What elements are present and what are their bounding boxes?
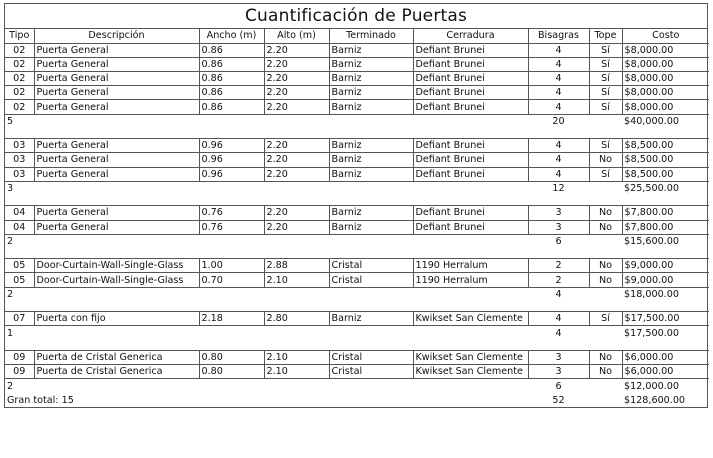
group-subtotal-row	[5, 287, 709, 301]
cell-costo: $8,500.00	[622, 167, 709, 181]
cell-costo: $17,500.00	[622, 312, 709, 326]
cell-bisagras: 4	[528, 312, 589, 326]
cell-terminado: Barniz	[329, 100, 413, 114]
col-header-terminado[interactable]: Terminado	[329, 29, 413, 43]
subtotal-spacer	[589, 379, 622, 393]
cell-ancho: 1.00	[199, 259, 264, 273]
cell-ancho: 0.86	[199, 100, 264, 114]
subtotal-spacer	[589, 326, 622, 340]
group-subtotal-row	[5, 379, 709, 393]
cell-tope: Sí	[589, 139, 622, 153]
cell-bisagras: 4	[528, 86, 589, 100]
cell-alto: 2.20	[264, 100, 329, 114]
table-row[interactable]	[5, 139, 709, 153]
spacer-cell	[5, 195, 709, 205]
cell-costo: $8,000.00	[622, 43, 709, 57]
group-spacer-row	[5, 195, 709, 205]
cell-cerradura: Defiant Brunei	[413, 57, 528, 71]
cell-cerradura: Defiant Brunei	[413, 220, 528, 234]
cell-alto: 2.20	[264, 57, 329, 71]
cell-tipo: 02	[5, 72, 34, 86]
cell-alto: 2.20	[264, 206, 329, 220]
cell-tipo: 03	[5, 153, 34, 167]
cell-descripcion: Puerta de Cristal Generica	[34, 365, 199, 379]
subtotal-spacer	[589, 287, 622, 301]
cell-costo: $7,800.00	[622, 220, 709, 234]
cell-cerradura: Defiant Brunei	[413, 167, 528, 181]
cell-tope: Sí	[589, 167, 622, 181]
cell-descripcion: Puerta General	[34, 72, 199, 86]
cell-bisagras: 4	[528, 100, 589, 114]
door-schedule	[4, 3, 708, 408]
subtotal-spacer	[589, 114, 622, 128]
cell-descripcion: Puerta General	[34, 139, 199, 153]
subtotal-bisagras: 20	[552, 115, 565, 127]
table-row[interactable]	[5, 86, 709, 100]
cell-bisagras: 3	[528, 206, 589, 220]
cell-costo: $8,000.00	[622, 100, 709, 114]
schedule-table	[5, 29, 709, 407]
cell-alto: 2.20	[264, 153, 329, 167]
table-row[interactable]	[5, 100, 709, 114]
cell-bisagras: 3	[528, 220, 589, 234]
cell-alto: 2.10	[264, 365, 329, 379]
cell-tipo: 04	[5, 206, 34, 220]
spacer-cell	[5, 248, 709, 258]
cell-cerradura: 1190 Herralum	[413, 259, 528, 273]
subtotal-bisagras: 4	[555, 289, 562, 301]
subtotal-spacer	[589, 234, 622, 248]
cell-terminado: Cristal	[329, 259, 413, 273]
cell-ancho: 0.96	[199, 167, 264, 181]
cell-terminado: Barniz	[329, 86, 413, 100]
group-subtotal-row	[5, 234, 709, 248]
cell-alto: 2.10	[264, 273, 329, 287]
cell-ancho: 0.86	[199, 57, 264, 71]
cell-cerradura: Kwikset San Clemente	[413, 365, 528, 379]
table-row[interactable]	[5, 312, 709, 326]
cell-ancho: 0.86	[199, 43, 264, 57]
col-header-ancho[interactable]: Ancho (m)	[199, 29, 264, 43]
cell-descripcion: Puerta General	[34, 153, 199, 167]
spacer-cell	[5, 128, 709, 138]
cell-tipo: 02	[5, 57, 34, 71]
cell-cerradura: Kwikset San Clemente	[413, 312, 528, 326]
cell-bisagras: 3	[528, 365, 589, 379]
cell-terminado: Cristal	[329, 351, 413, 365]
cell-ancho: 0.70	[199, 273, 264, 287]
table-row[interactable]	[5, 273, 709, 287]
cell-descripcion: Puerta General	[34, 206, 199, 220]
table-row[interactable]	[5, 153, 709, 167]
table-row[interactable]	[5, 351, 709, 365]
cell-alto: 2.20	[264, 139, 329, 153]
cell-alto: 2.20	[264, 43, 329, 57]
col-header-alto[interactable]: Alto (m)	[264, 29, 329, 43]
cell-costo: $8,500.00	[622, 139, 709, 153]
table-row[interactable]	[5, 43, 709, 57]
cell-costo: $9,000.00	[622, 259, 709, 273]
cell-ancho: 0.80	[199, 351, 264, 365]
subtotal-costo: $25,500.00	[624, 183, 679, 195]
cell-terminado: Barniz	[329, 206, 413, 220]
cell-bisagras: 3	[528, 351, 589, 365]
table-row[interactable]	[5, 72, 709, 86]
spacer-cell	[5, 301, 709, 311]
cell-tipo: 02	[5, 43, 34, 57]
group-spacer-row	[5, 128, 709, 138]
cell-tope: No	[589, 206, 622, 220]
cell-descripcion: Puerta General	[34, 57, 199, 71]
group-spacer-row	[5, 340, 709, 350]
cell-tipo: 05	[5, 273, 34, 287]
cell-terminado: Barniz	[329, 72, 413, 86]
cell-terminado: Barniz	[329, 57, 413, 71]
grand-total-bisagras: 52	[552, 394, 565, 406]
cell-costo: $9,000.00	[622, 273, 709, 287]
subtotal-count: 2	[7, 236, 14, 248]
subtotal-spacer	[589, 181, 622, 195]
cell-terminado: Barniz	[329, 43, 413, 57]
cell-cerradura: Defiant Brunei	[413, 206, 528, 220]
table-row[interactable]	[5, 259, 709, 273]
cell-cerradura: 1190 Herralum	[413, 273, 528, 287]
cell-alto: 2.20	[264, 167, 329, 181]
subtotal-bisagras: 4	[555, 327, 562, 339]
cell-costo: $8,500.00	[622, 153, 709, 167]
cell-descripcion: Puerta General	[34, 167, 199, 181]
cell-terminado: Barniz	[329, 153, 413, 167]
group-subtotal-row	[5, 181, 709, 195]
cell-bisagras: 2	[528, 273, 589, 287]
cell-terminado: Barniz	[329, 139, 413, 153]
cell-tipo: 04	[5, 220, 34, 234]
cell-tope: Sí	[589, 72, 622, 86]
cell-tope: No	[589, 220, 622, 234]
cell-ancho: 0.86	[199, 86, 264, 100]
group-spacer-row	[5, 301, 709, 311]
subtotal-costo: $40,000.00	[624, 115, 679, 127]
col-header-costo[interactable]: Costo	[622, 29, 709, 43]
cell-ancho: 0.76	[199, 220, 264, 234]
cell-tope: No	[589, 259, 622, 273]
cell-alto: 2.10	[264, 351, 329, 365]
cell-costo: $8,000.00	[622, 57, 709, 71]
cell-tipo: 09	[5, 365, 34, 379]
col-header-bisagras[interactable]: Bisagras	[528, 29, 589, 43]
cell-cerradura: Defiant Brunei	[413, 100, 528, 114]
cell-ancho: 2.18	[199, 312, 264, 326]
cell-alto: 2.88	[264, 259, 329, 273]
cell-descripcion: Door-Curtain-Wall-Single-Glass	[34, 273, 199, 287]
cell-tipo: 03	[5, 167, 34, 181]
cell-tipo: 05	[5, 259, 34, 273]
group-spacer-row	[5, 248, 709, 258]
table-row[interactable]	[5, 365, 709, 379]
cell-costo: $8,000.00	[622, 72, 709, 86]
subtotal-count: 1	[7, 327, 14, 339]
cell-tipo: 03	[5, 139, 34, 153]
cell-descripcion: Puerta General	[34, 86, 199, 100]
cell-tope: No	[589, 351, 622, 365]
col-header-tope[interactable]: Tope	[589, 29, 622, 43]
group-subtotal-row	[5, 114, 709, 128]
cell-cerradura: Defiant Brunei	[413, 153, 528, 167]
cell-ancho: 0.80	[199, 365, 264, 379]
subtotal-costo: $12,000.00	[624, 380, 679, 392]
cell-ancho: 0.86	[199, 72, 264, 86]
subtotal-bisagras: 6	[555, 236, 562, 248]
cell-terminado: Barniz	[329, 167, 413, 181]
cell-alto: 2.20	[264, 220, 329, 234]
cell-cerradura: Defiant Brunei	[413, 139, 528, 153]
subtotal-count: 5	[7, 115, 14, 127]
cell-alto: 2.20	[264, 72, 329, 86]
subtotal-count: 2	[7, 289, 14, 301]
spacer-cell	[5, 340, 709, 350]
subtotal-count: 2	[7, 380, 14, 392]
cell-costo: $8,000.00	[622, 86, 709, 100]
cell-bisagras: 4	[528, 72, 589, 86]
cell-descripcion: Puerta General	[34, 43, 199, 57]
subtotal-count: 3	[7, 183, 14, 195]
cell-tipo: 02	[5, 100, 34, 114]
group-subtotal-row	[5, 326, 709, 340]
cell-descripcion: Door-Curtain-Wall-Single-Glass	[34, 259, 199, 273]
cell-descripcion: Puerta General	[34, 100, 199, 114]
subtotal-costo: $17,500.00	[624, 327, 679, 339]
cell-tope: Sí	[589, 86, 622, 100]
header-row	[5, 29, 709, 43]
cell-costo: $6,000.00	[622, 351, 709, 365]
cell-tope: No	[589, 153, 622, 167]
cell-ancho: 0.96	[199, 153, 264, 167]
cell-descripcion: Puerta General	[34, 220, 199, 234]
cell-tope: Sí	[589, 100, 622, 114]
subtotal-bisagras: 6	[555, 380, 562, 392]
cell-tope: Sí	[589, 57, 622, 71]
schedule-title: Cuantificación de Puertas	[5, 4, 707, 29]
cell-cerradura: Defiant Brunei	[413, 86, 528, 100]
table-row[interactable]	[5, 167, 709, 181]
cell-bisagras: 4	[528, 57, 589, 71]
cell-ancho: 0.96	[199, 139, 264, 153]
cell-terminado: Barniz	[329, 220, 413, 234]
cell-terminado: Cristal	[329, 273, 413, 287]
cell-ancho: 0.76	[199, 206, 264, 220]
col-header-tipo[interactable]: Tipo	[5, 29, 34, 43]
cell-tope: Sí	[589, 43, 622, 57]
cell-cerradura: Defiant Brunei	[413, 72, 528, 86]
cell-bisagras: 2	[528, 259, 589, 273]
cell-terminado: Barniz	[329, 312, 413, 326]
cell-tope: Sí	[589, 312, 622, 326]
cell-alto: 2.20	[264, 86, 329, 100]
cell-tipo: 07	[5, 312, 34, 326]
cell-tope: No	[589, 273, 622, 287]
subtotal-bisagras: 12	[552, 183, 565, 195]
cell-tope: No	[589, 365, 622, 379]
subtotal-costo: $15,600.00	[624, 236, 679, 248]
cell-tipo: 02	[5, 86, 34, 100]
grand-total-spacer	[589, 393, 622, 407]
grand-total-row	[5, 393, 709, 407]
cell-costo: $7,800.00	[622, 206, 709, 220]
cell-tipo: 09	[5, 351, 34, 365]
col-header-cerradura[interactable]: Cerradura	[413, 29, 528, 43]
cell-cerradura: Defiant Brunei	[413, 43, 528, 57]
cell-bisagras: 4	[528, 167, 589, 181]
cell-alto: 2.80	[264, 312, 329, 326]
table-row[interactable]	[5, 220, 709, 234]
cell-descripcion: Puerta con fijo	[34, 312, 199, 326]
grand-total-label: Gran total: 15	[7, 394, 74, 406]
cell-bisagras: 4	[528, 43, 589, 57]
cell-costo: $6,000.00	[622, 365, 709, 379]
cell-descripcion: Puerta de Cristal Generica	[34, 351, 199, 365]
cell-terminado: Cristal	[329, 365, 413, 379]
cell-bisagras: 4	[528, 139, 589, 153]
grand-total-costo: $128,600.00	[624, 394, 686, 406]
table-row[interactable]	[5, 57, 709, 71]
schedule-body	[5, 43, 709, 407]
table-row[interactable]	[5, 206, 709, 220]
cell-bisagras: 4	[528, 153, 589, 167]
col-header-descripcion[interactable]: Descripción	[34, 29, 199, 43]
subtotal-costo: $18,000.00	[624, 289, 679, 301]
cell-cerradura: Kwikset San Clemente	[413, 351, 528, 365]
